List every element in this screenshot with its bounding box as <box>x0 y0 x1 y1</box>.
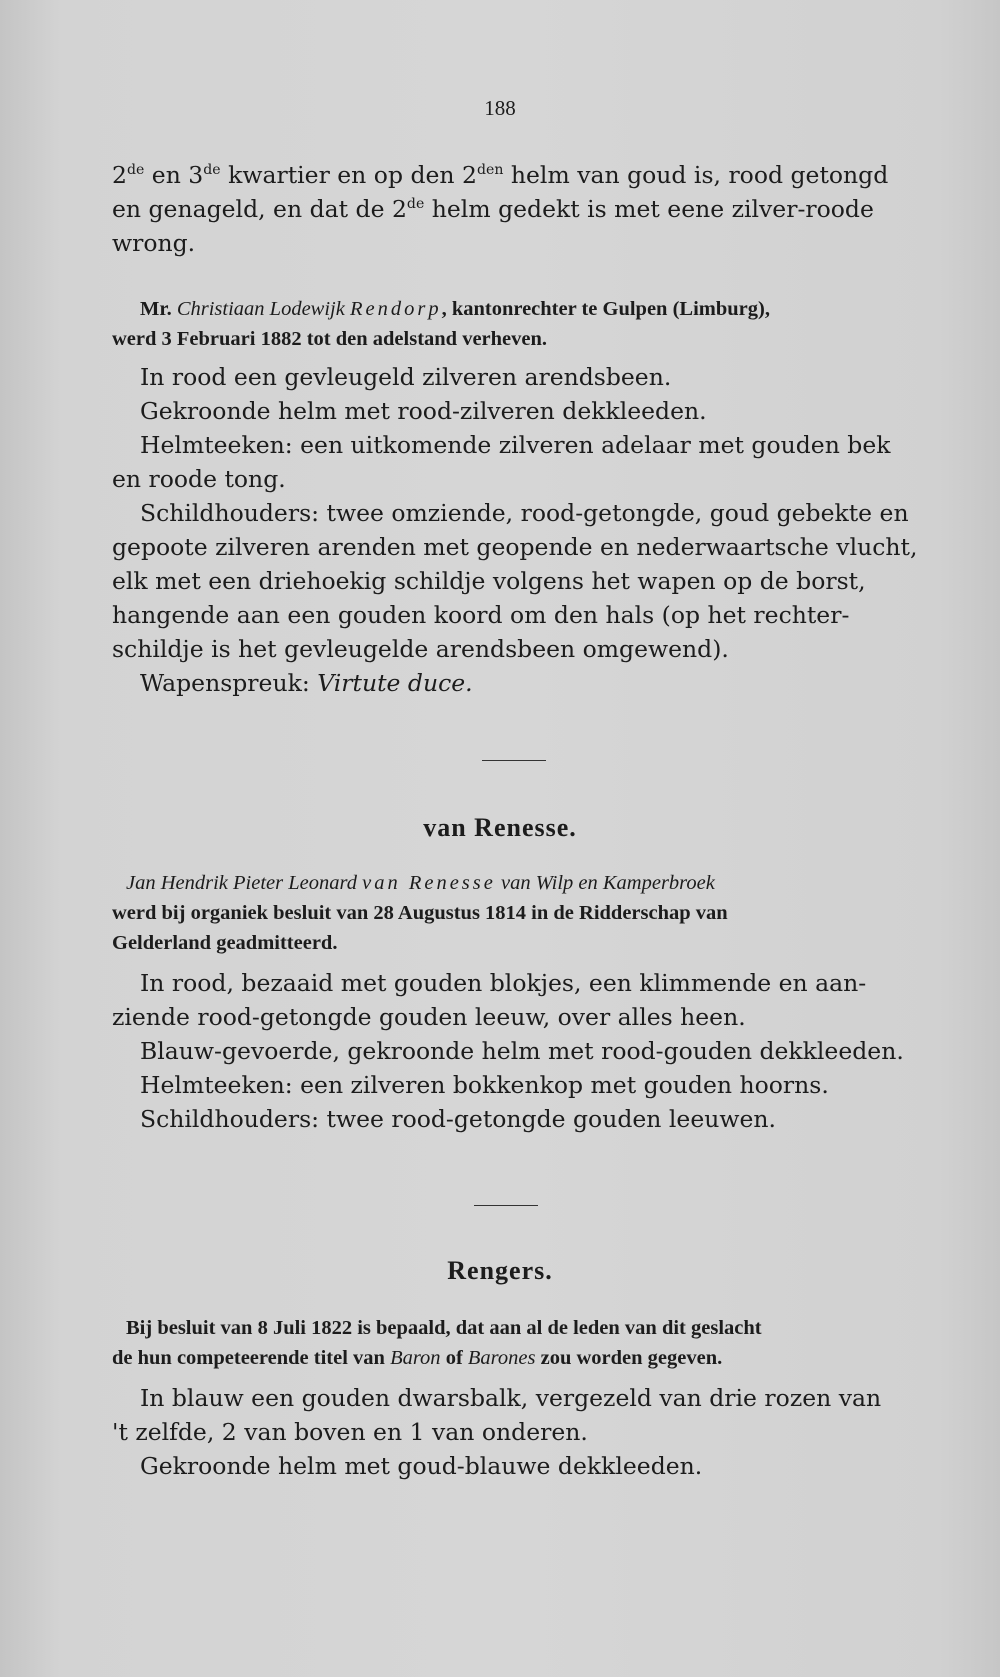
text-line: gepoote zilveren arenden met geopende en nederwaartsche vlucht, <box>112 533 918 561</box>
text-line: In blauw een gouden dwarsbalk, vergezeld van drie rozen van <box>140 1384 882 1412</box>
text-line: Gekroonde helm met goud-blauwe dekkleeden. <box>140 1452 703 1480</box>
section-heading-rengers: Rengers. <box>447 1256 553 1285</box>
title-baron: Baron <box>390 1347 441 1369</box>
text-line: Helmteeken: een zilveren bokkenkop met gouden hoorns. <box>140 1071 829 1099</box>
rendorp-intro: Mr. Christiaan Lodewijk Rendorp, kantonrechter te Gulpen (Limburg), <box>140 298 770 320</box>
text-line: Blauw-gevoerde, gekroonde helm met rood-gouden dekkleeden. <box>140 1037 904 1065</box>
rendorp-entry <box>112 294 932 700</box>
text-line: en roode tong. <box>112 465 286 493</box>
text-line: Helmteeken: een uitkomende zilveren adelaar met gouden bek <box>140 431 891 459</box>
motto-line: Wapenspreuk: Virtute duce. <box>140 669 473 697</box>
text-line: wrong. <box>112 229 196 257</box>
renesse-blazon <box>112 966 932 1136</box>
continuation-paragraph <box>112 158 932 260</box>
renesse-intro-line2: werd bij organiek besluit van 28 Augustus 1814 in de Ridderschap van <box>112 902 728 924</box>
rengers-entry <box>112 1313 932 1483</box>
page-number: 188 <box>484 96 516 120</box>
text-line: elk met een driehoekig schildje volgens het wapen op de borst, <box>112 567 866 595</box>
text-line: ziende rood-getongde gouden leeuw, over alles heen. <box>112 1003 746 1031</box>
section-heading-van-renesse: van Renesse. <box>423 813 577 842</box>
renesse-entry <box>112 868 932 1136</box>
text-line: Schildhouders: twee rood-getongde gouden leeuwen. <box>140 1105 776 1133</box>
motto: Virtute duce. <box>317 669 473 697</box>
rendorp-intro-line2: werd 3 Februari 1882 tot den adelstand verheven. <box>112 328 548 350</box>
rendorp-blazon <box>112 360 932 700</box>
rengers-intro-line2: de hun competeerende titel van Baron of Barones zou worden gegeven. <box>112 1347 723 1369</box>
family-name: van Renesse <box>362 872 496 894</box>
section-divider <box>474 1205 538 1206</box>
text-line: hangende aan een gouden koord om den hals (op het rechter- <box>112 601 850 629</box>
text-line: 't zelfde, 2 van boven en 1 van onderen. <box>112 1418 588 1446</box>
rengers-intro: Bij besluit van 8 Juli 1822 is bepaald, dat aan al de leden van dit geslacht <box>126 1317 762 1339</box>
text-line: In rood, bezaaid met gouden blokjes, een klimmende en aan- <box>140 969 867 997</box>
text-line: en genageld, en dat de 2de helm gedekt is met eene zilver-roode <box>112 195 874 223</box>
family-name: Rendorp <box>349 298 442 320</box>
text-line: Gekroonde helm met rood-zilveren dekkleeden. <box>140 397 707 425</box>
text-line: schildje is het gevleugelde arendsbeen omgewend). <box>112 635 729 663</box>
rengers-blazon <box>112 1381 932 1483</box>
section-divider <box>482 760 546 761</box>
text-line: In rood een gevleugeld zilveren arendsbeen. <box>140 363 672 391</box>
text-line: Schildhouders: twee omziende, rood-getongde, goud gebekte en <box>140 499 909 527</box>
renesse-intro-line3: Gelderland geadmitteerd. <box>112 932 338 954</box>
renesse-intro: Jan Hendrik Pieter Leonard van Renesse van Wilp en Kamperbroek <box>126 872 715 894</box>
title-barones: Barones <box>467 1347 536 1369</box>
text-line: 2de en 3de kwartier en op den $2^{den}$ helm van goud is, rood getongd <box>112 161 889 189</box>
person-name: Christiaan Lodewijk <box>176 298 345 320</box>
